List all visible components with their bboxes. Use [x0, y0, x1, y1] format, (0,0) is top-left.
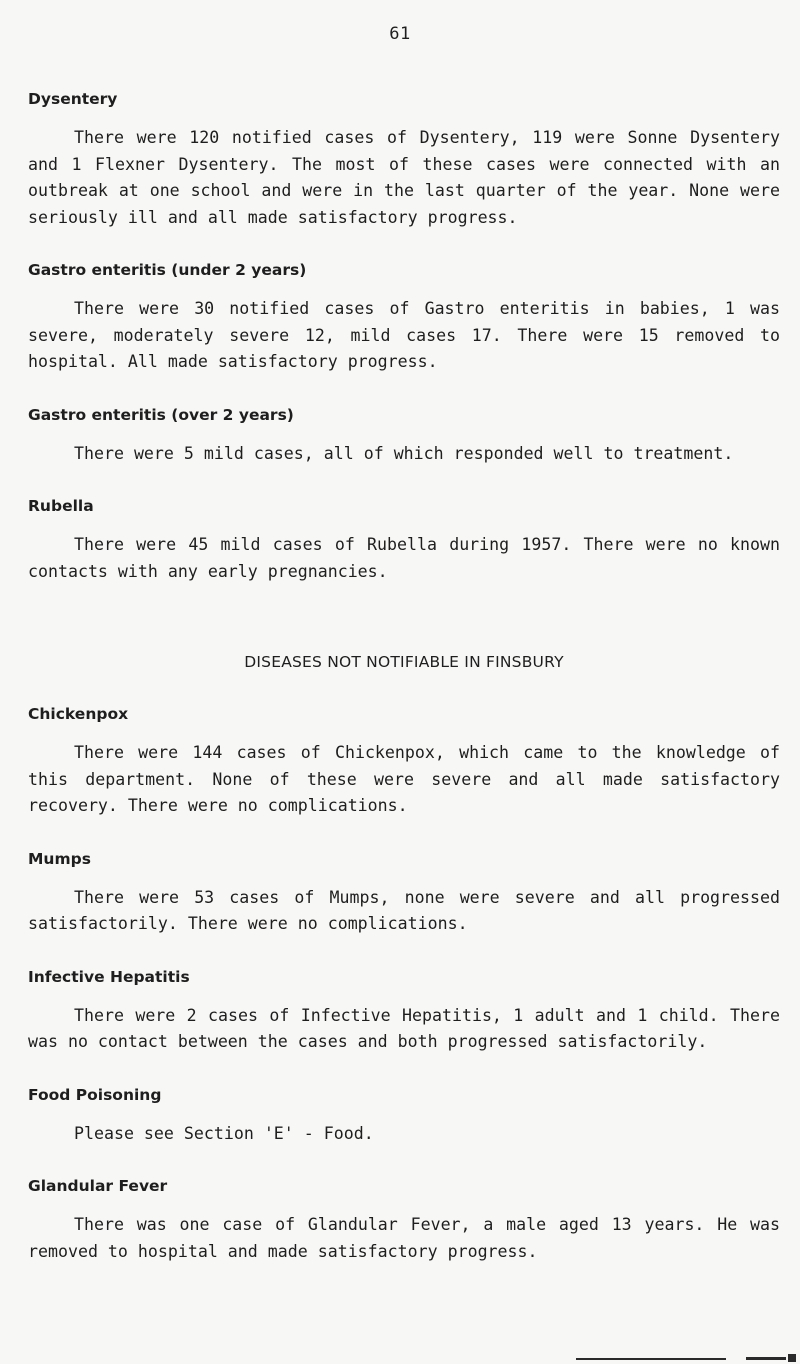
section-heading: Mumps — [28, 849, 91, 868]
section-paragraph: There were 120 notified cases of Dysentery, 119 were Sonne Dysentery and 1 Flexner Dysentery. The most of these cases were connected with an outbreak at one school and were in the last quarter of the year. None were seriously ill and all made satisfactory progress. — [28, 128, 780, 227]
section-dysentery — [28, 88, 780, 231]
section-mumps — [28, 848, 780, 938]
section-heading: Gastro enteritis (under 2 years) — [28, 261, 307, 279]
section-heading: Infective Hepatitis — [28, 967, 190, 986]
section-heading: Dysentery — [28, 90, 118, 108]
section-heading: Rubella — [28, 497, 94, 515]
scan-edge-mark — [576, 1354, 796, 1362]
section-paragraph: Please see Section 'E' - Food. — [74, 1123, 374, 1143]
section-rubella — [28, 495, 780, 585]
non-notifiable-title: DISEASES NOT NOTIFIABLE IN FINSBURY — [244, 653, 564, 671]
section-paragraph: There were 144 cases of Chickenpox, which came to the knowledge of this department. None of these were severe and all made satisfactory recovery. There were no complications. — [28, 743, 780, 815]
section-heading: Food Poisoning — [28, 1085, 162, 1104]
section-chickenpox — [28, 703, 780, 820]
section-paragraph: There was one case of Glandular Fever, a male aged 13 years. He was removed to hospital and made satisfactory progress. — [28, 1215, 780, 1261]
section-heading: Chickenpox — [28, 705, 129, 723]
section-gastro-over-2 — [28, 404, 780, 468]
section-gastro-under-2 — [28, 259, 780, 376]
document-body — [28, 88, 780, 1265]
section-paragraph: There were 5 mild cases, all of which responded well to treatment. — [74, 443, 734, 463]
section-infective-hepatitis — [28, 966, 780, 1056]
section-heading: Gastro enteritis (over 2 years) — [28, 405, 294, 424]
page-number: 61 — [389, 24, 411, 44]
section-paragraph: There were 2 cases of Infective Hepatitis, 1 adult and 1 child. There was no contact between the cases and both progressed satisfactorily. — [28, 1005, 780, 1051]
section-heading: Glandular Fever — [28, 1177, 168, 1195]
section-food-poisoning — [28, 1084, 780, 1148]
section-paragraph: There were 45 mild cases of Rubella during 1957. There were no known contacts with any early pregnancies. — [28, 535, 780, 581]
section-glandular-fever — [28, 1175, 780, 1265]
section-paragraph: There were 30 notified cases of Gastro enteritis in babies, 1 was severe, moderately severe 12, mild cases 17. There were 15 removed to hospital. All made satisfactory progress. — [28, 299, 780, 371]
section-paragraph: There were 53 cases of Mumps, none were severe and all progressed satisfactorily. There were no complications. — [28, 887, 780, 933]
